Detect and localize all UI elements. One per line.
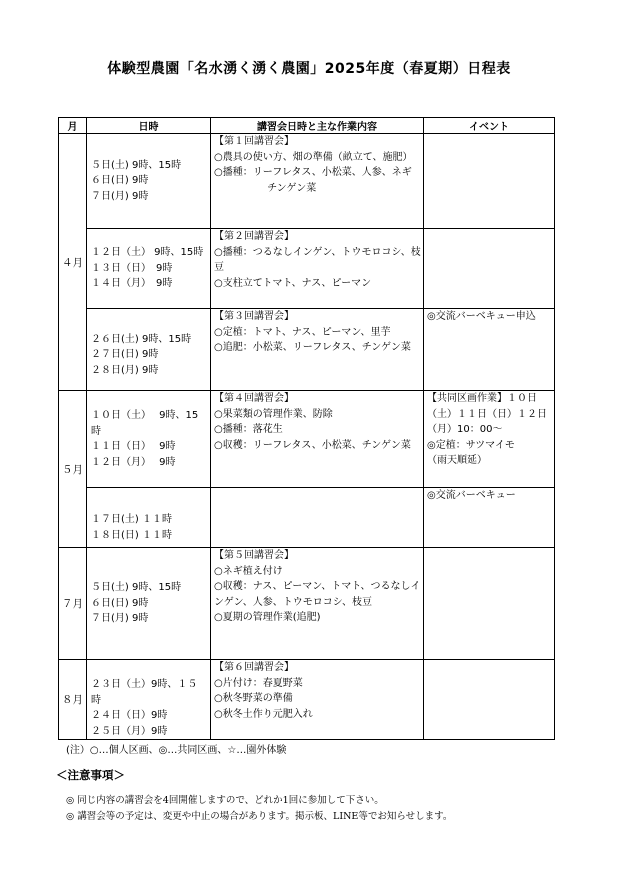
table-row bbox=[59, 309, 555, 391]
header-content: 講習会日時と主な作業内容 bbox=[211, 118, 424, 134]
row3-content: 【第３回講習会】 ○定植：トマト、ナス、ピーマン、里芋 ○追肥：小松菜、リーフレタス、チンゲン菜 bbox=[214, 311, 411, 353]
row4-event: 【共同区画作業】１０日（土）１１日（日）１２日（月）10：00～ ◎定植：サツマイモ （雨天順延） bbox=[427, 393, 547, 466]
caution-item: ◎ 同じ内容の講習会を4回開催しますので、どれか1回に参加して下さい。 bbox=[66, 795, 384, 806]
table-row bbox=[59, 391, 555, 488]
row4-dates: １０日（土） 9時、15時 １１日（日） 9時 １２日（月） 9時 bbox=[91, 410, 199, 468]
row2-dates: １２日（土） 9時、15時 １３日（日） 9時 １４日（月） 9時 bbox=[91, 247, 204, 290]
table-row bbox=[59, 488, 555, 548]
header-event: イベント bbox=[424, 118, 555, 134]
row5-dates: １７日(土) １１時 １８日(日) １１時 bbox=[91, 514, 172, 541]
month-cell-july: ７月 bbox=[59, 548, 87, 660]
header-datetime: 日時 bbox=[87, 118, 211, 134]
row7-content: 【第６回講習会】 ○片付け：春夏野菜 ○秋冬野菜の準備 ○秋冬土作り元肥入れ bbox=[214, 662, 313, 720]
row3-event: ◎交流バーベキュー申込 bbox=[427, 311, 536, 322]
header-month: 月 bbox=[59, 118, 87, 134]
row3-dates: ２６日(土) 9時、15時 ２７日(日) 9時 ２８日(月) 9時 bbox=[91, 333, 192, 376]
table-row bbox=[59, 134, 555, 229]
row1-dates: ５日(土) 9時、15時 ６日(日) 9時 ７日(月) 9時 bbox=[91, 159, 182, 202]
month-cell-may: ５月 bbox=[59, 391, 87, 548]
table-row bbox=[59, 660, 555, 740]
table-header-row bbox=[59, 118, 555, 134]
row6-dates: ５日(土) 9時、15時 ６日(日) 9時 ７日(月) 9時 bbox=[91, 582, 182, 625]
row4-content: 【第４回講習会】 ○果菜類の管理作業、防除 ○播種：落花生 ○収穫：リーフレタス、小松菜、チンゲン菜 bbox=[214, 393, 411, 451]
table-row bbox=[59, 229, 555, 309]
row7-dates: ２３日（土）9時、１５時 ２４日（日）9時 ２５日（月）9時 bbox=[91, 679, 198, 737]
table-row bbox=[59, 548, 555, 660]
month-cell-april: ４月 bbox=[59, 134, 87, 391]
caution-item: ◎ 講習会等の予定は、変更や中止の場合があります。掲示板、LINE等でお知らせします。 bbox=[66, 811, 453, 822]
caution-heading: ＜注意事項＞ bbox=[56, 768, 125, 782]
row2-content: 【第２回講習会】 ○播種：つるなしインゲン、トウモロコシ、枝豆 ○支柱立てトマト、ナス、ピーマン bbox=[214, 231, 421, 289]
schedule-table bbox=[58, 117, 555, 740]
row1-content: 【第１回講習会】 ○農具の使い方、畑の準備（畝立て、施肥） ○播種：リーフレタス、小松菜、人参、ネギ チンゲン菜 bbox=[214, 136, 413, 194]
page-title: 体験型農園「名水湧く湧く農園」2025年度（春夏期）日程表 bbox=[107, 61, 511, 77]
row6-content: 【第５回講習会】 ○ネギ植え付け ○収穫：ナス、ピーマン、トマト、つるなしインゲン、人参、トウモロコシ、枝豆 ○夏期の管理作業(追肥) bbox=[214, 550, 421, 623]
legend-note: (注）○…個人区画、◎…共同区画、☆…園外体験 bbox=[66, 745, 287, 756]
row5-event: ◎交流バーベキュー bbox=[427, 490, 516, 501]
month-cell-august: ８月 bbox=[59, 660, 87, 740]
